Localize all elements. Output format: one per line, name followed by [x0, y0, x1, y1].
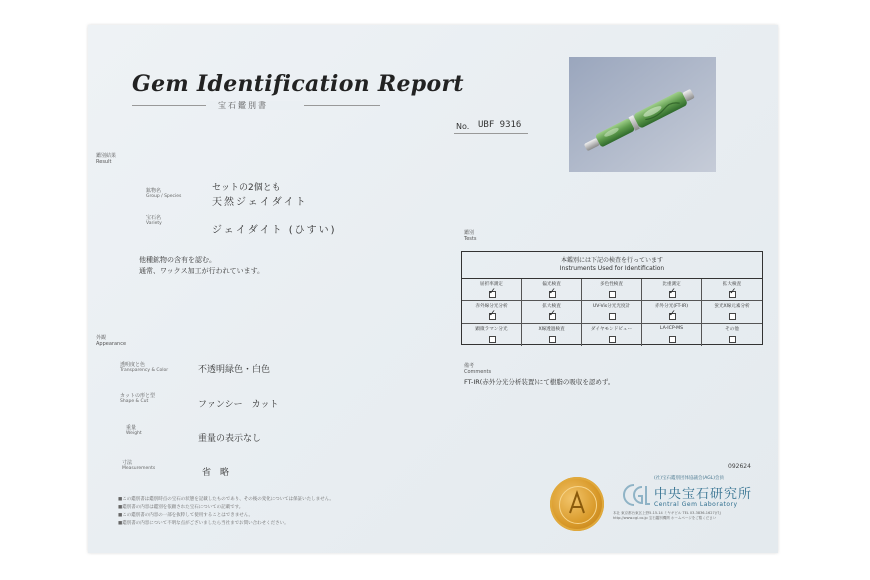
footer-notes	[118, 496, 334, 528]
checkmark-icon: ✓	[488, 309, 497, 320]
test-label: 顕微ラマン分光	[475, 326, 508, 332]
cgl-logo-icon	[621, 481, 651, 509]
checkmark-icon: ✓	[668, 287, 677, 297]
test-checkbox	[609, 291, 616, 298]
number-label: No.	[456, 122, 470, 131]
checkmark-icon: ✓	[548, 287, 557, 297]
number-underline	[454, 133, 528, 134]
shape-value: ファンシー カット	[198, 400, 279, 410]
test-label: 赤外線分光分析	[475, 304, 508, 310]
jade-pen-image	[569, 57, 716, 172]
footer-note: ■この鑑別書の内容の一部を抜粋して使用することはできません。	[118, 513, 254, 518]
seal-emblem-icon	[550, 477, 604, 531]
transparency-label: 透明度と色 Transparency & Color	[120, 362, 169, 373]
test-cell	[582, 301, 642, 323]
test-checkbox	[609, 336, 616, 343]
weight-value: 重量の表示なし	[198, 434, 262, 444]
report-sheet	[88, 25, 778, 553]
test-label: 偏光検査	[542, 282, 561, 287]
appearance-heading: 外観 Appearance	[96, 335, 127, 347]
test-cell	[582, 324, 642, 346]
test-checkbox	[489, 336, 496, 343]
test-label: X線透過検査	[538, 326, 565, 332]
variety-value: ジェイダイト (ひすい)	[212, 225, 337, 236]
lab-address: 本社 東京都台東区上野5-15-14 ミヤギビル TEL 03-3836-1627(代) http://www.cgl.co.jp 宝石鑑別機関 ホームページをご覧ください	[613, 511, 721, 520]
remark-line-1: 他種鉱物の含有を認む。	[139, 256, 216, 264]
variety-label: 宝石名 Variety	[146, 215, 162, 226]
test-cell	[522, 324, 582, 346]
test-cell	[642, 301, 702, 323]
checkmark-icon: ✓	[668, 309, 677, 320]
weight-label: 重量 Weight	[126, 425, 142, 436]
test-cell	[462, 279, 522, 301]
test-checkbox	[729, 336, 736, 343]
gem-photo	[569, 57, 716, 172]
report-number: UBF 9316	[478, 120, 522, 130]
test-label: 拡大検査	[542, 304, 561, 310]
test-label: 赤外分光(FT-IR)	[654, 304, 689, 310]
report-subtitle: 宝石鑑別書	[218, 101, 268, 110]
tests-heading: 鑑別 Tests	[464, 230, 477, 242]
checkmark-icon: ✓	[729, 287, 737, 297]
test-checkbox	[609, 313, 616, 320]
transparency-value: 不透明緑色・白色	[198, 365, 271, 375]
species-label: 鉱物名 Group / Species	[146, 188, 182, 199]
test-label: 比重測定	[662, 282, 681, 287]
test-cell	[522, 301, 582, 323]
comments-text: FT-IR(赤外分光分析装置)にて樹脂の吸収を認めず。	[464, 378, 615, 386]
test-cell	[702, 301, 762, 323]
test-label: その他	[725, 326, 739, 332]
tests-header-jp: 本鑑別には下記の検査を行っています	[560, 257, 663, 264]
tests-grid	[462, 278, 762, 346]
checkmark-icon: ✓	[548, 309, 557, 320]
test-label: 屈折率測定	[480, 282, 503, 287]
measurements-label: 寸法 Measurements	[122, 460, 156, 471]
test-cell	[642, 279, 702, 301]
report-title: Gem Identification Report	[132, 71, 464, 97]
tests-table	[461, 251, 763, 345]
test-cell	[582, 279, 642, 301]
test-cell	[522, 279, 582, 301]
lab-association: (社)宝石鑑別団体協議会(AGL)会員	[654, 476, 725, 481]
test-cell	[642, 324, 702, 346]
test-label: ダイヤモンドビュー	[590, 326, 633, 332]
test-cell	[462, 301, 522, 323]
lab-name-en: Central Gem Laboratory	[654, 501, 738, 508]
footer-note: ■鑑別書の内容は鑑別を依頼された宝石についての記載です。	[118, 505, 244, 510]
test-label: LA-ICP-MS	[659, 325, 684, 331]
test-checkbox	[729, 313, 736, 320]
test-cell	[462, 324, 522, 346]
footer-note: ■この鑑別書は鑑別時点の宝石の状態を記載したものであり、その後の変化については保証いたしません。	[118, 497, 334, 502]
gold-seal	[550, 477, 604, 531]
test-label: 蛍光X線元素分析	[714, 304, 750, 310]
tests-header-en: Instruments Used for Identification	[559, 265, 665, 272]
test-label: 多色性検査	[600, 282, 623, 287]
remark-line-2: 通常、ワックス加工が行われています。	[139, 267, 265, 275]
species-value: 天然ジェイダイト	[212, 197, 308, 208]
footer-note: ■鑑別書の内容について不明な点がございましたら当社までお問い合わせください。	[118, 521, 289, 526]
measurements-value: 省 略	[202, 468, 230, 478]
shape-label: カットの形と型 Shape & Cut	[120, 393, 155, 404]
checkmark-icon: ✓	[488, 287, 497, 297]
test-cell	[702, 324, 762, 346]
species-note: セットの2個とも	[212, 183, 281, 193]
test-cell	[702, 279, 762, 301]
result-heading: 鑑別結果 Result	[96, 153, 117, 165]
comments-heading: 備考 Comments	[464, 363, 492, 375]
test-checkbox	[549, 336, 556, 343]
test-label: UV-Vis分光光度計	[592, 304, 631, 310]
serial-number: 092624	[728, 463, 751, 470]
lab-name-jp: 中央宝石研究所	[654, 487, 753, 502]
test-checkbox	[669, 336, 676, 343]
test-label: 拡大検査	[722, 282, 742, 287]
